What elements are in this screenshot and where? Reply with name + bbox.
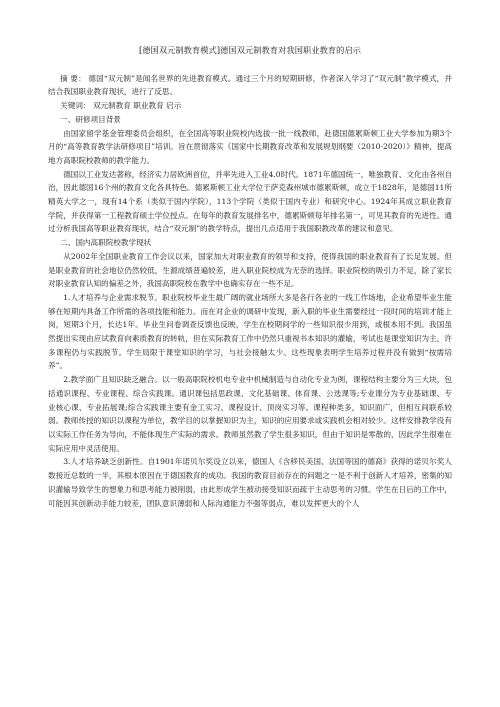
paragraph-6: 3.人才培养缺乏创新性。自1901年诺贝尔奖设立以来，德国人《含移民美国、法国等国的德裔》获得的诺贝尔奖人数接近总数的一半，其根本原因在于德国教育的成功。我国的教育目前存在的问题之一是不利于创新人才培养，密集的知识灌输导致学生的想象力和思考能力被削弱，由此形成学生被动接受知识而疏于主动思考的习惯。学生在日后的工作中，可能因其创新动手能力较差，团队意识薄弱和人际沟通能力不强等弱点，难以发挥更大的个人 bbox=[48, 457, 452, 508]
paragraph-3: 从2002年全国职业教育工作会议以来，国家加大对职业教育的领导和支持，使得我国的职业教育有了长足发展。但是职业教育的社会地位仍然较低，生源成绩普遍较差，进入职业院校成为无奈的选择。职业院校的吸引力不足，除了家长对职业教育认知的偏差之外，我国高职院校在教学中也确实存在一些不足。 bbox=[48, 251, 452, 289]
paragraph-4: 1.人才培养与企业需求脱节。职业院校毕业生最广阔的就业场所大多是各行各业的一线工作场地，企业希望毕业生能够在短期内具备工作所需的各项技能和能力。而在对企业的调研中发现，新入职的毕业生需要经过一段时间的培训才能上岗，短期3个月，长达1年。毕业生问卷调查反馈也反映，学生在校期间学的一些知识很少用到，或根本用不到。我国虽然提出实现由应试教育向素质教育的转轨，但在实际教育工作中仍然只重视书本知识的灌输，考试也是课堂知识为主，许多课程仍与实践脱节。学生局限于课堂知识的学习，与社会接触太少。这些现象表明学生培养过程并没有做到“按需培养”。 bbox=[48, 292, 452, 371]
section-heading-2: 二、国内高职院校教学现状 bbox=[60, 238, 152, 248]
abstract: 摘 要： 德国“双元制”是闻名世界的先进教育模式。通过三个月的短期研修，作者深入学习了“双元制”教学模式，并结合我国职业教育现状，进行了反思。 bbox=[48, 73, 452, 97]
paragraph-1: 由国家留学基金管理委员会组织，在全国高等职业院校内选拔一批一线教师，赴德国德累斯顿工业大学参加为期3个月的“高等教育教学法研修项目”培训。旨在贯彻落实《国家中长期教育改革和发展规划纲要（2010-2020）》精神，提高地方高职院校教师的教学能力。 bbox=[48, 128, 452, 165]
document-title: [德国双元制教育模式]德国双元制教育对我国职业教育的启示 bbox=[138, 45, 362, 55]
paragraph-2: 德国以工业发达著称，经济实力居欧洲首位，并率先进入工业4.0时代。1871年德国统一，唯独教育、文化由各州自治，因此德国16个州的教育文化各具特色。德累斯顿工业大学位于萨克森州城市德累斯顿，成立于1828年，是德国11所精英大学之一，现有14个系（类似于国内学院），113个学院（类似于国内专业）和研究中心。1924年其成立职业教育学院，并获得第一工程教育硕士学位授点。在每年的教育发展排名中，德累斯顿每年排名第一，可见其教育的先进性。通过分析我国高等职业教育现状，结合“双元制”的教学特点，提出几点适用于我国职教改革的建议和意见。 bbox=[48, 169, 452, 234]
keywords: 关键词： 双元制教育 职业教育 启示 bbox=[60, 101, 182, 111]
section-heading-1: 一、研修项目背景 bbox=[60, 114, 121, 124]
paragraph-5: 2.教学面广且知识缺乏融合。以一般高职院校机电专业中机械制造与自动化专业为例，课程结构主要分为三大块，包括通识课程、专业课程、综合实践课。通识课包括思政课、文化基础课、体育课、公选课等;专业课分为专业基础课、专业核心课、专业拓展课;综合实践课主要有金工实习、课程设计、顶岗实习等。课程种类多，知识面广，但相互间联系较弱。教师传授的知识以课程为单位，教学目的以掌握知识为主，知识的应用要求或实践机会相对较少。这样安排教学没有以实际工作任务为导向，不能体现生产实际的需求。教师虽然教了学生很多知识，但由于知识是零散的，因此学生很难在实际应用中灵活使用。 bbox=[48, 375, 452, 453]
